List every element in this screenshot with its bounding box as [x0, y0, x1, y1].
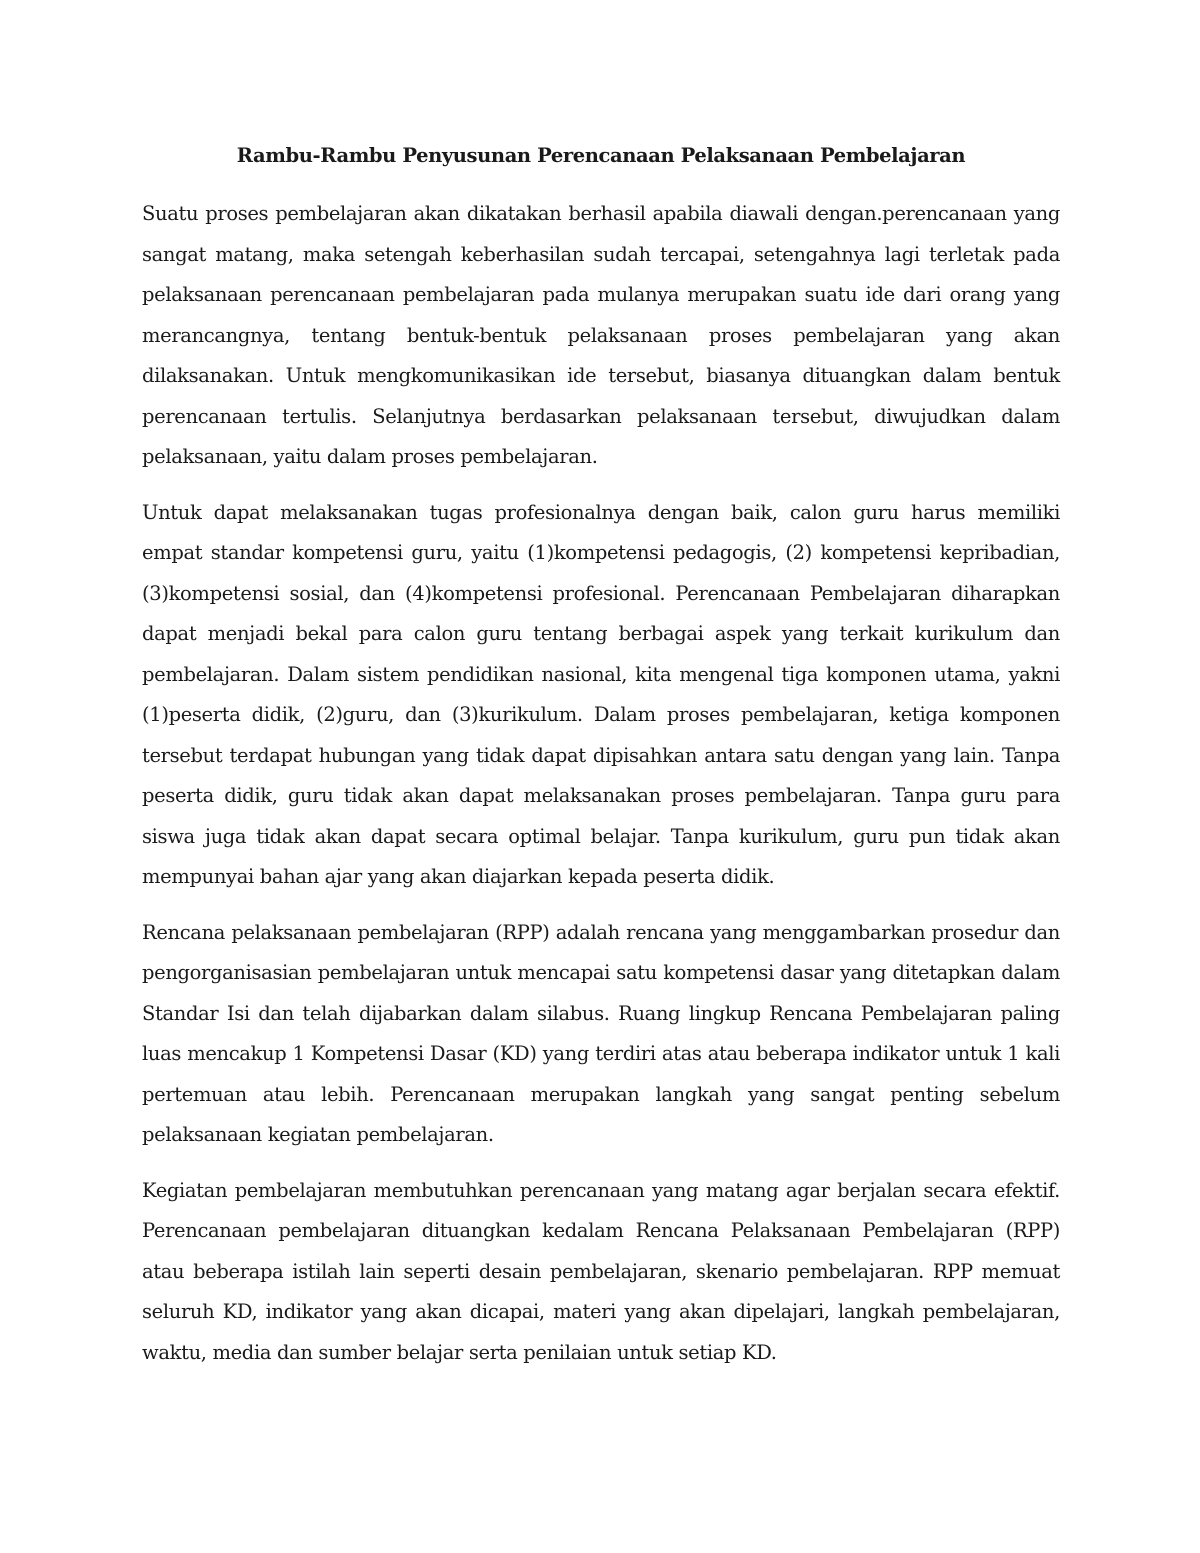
document-title: Rambu-Rambu Penyusunan Perencanaan Pelaksanaan Pembelajaran	[236, 144, 966, 167]
paragraph-2: Untuk dapat melaksanakan tugas profesionalnya dengan baik, calon guru harus memiliki empat standar kompetensi guru, yaitu (1)kompetensi pedagogis, (2) kompetensi kepribadian, (3)kompetensi sosial, dan (4)kompetensi profesional. Perencanaan Pembelajaran diharapkan dapat menjadi bekal para calon guru tentang berbagai aspek yang terkait kurikulum dan pembelajaran. Dalam sistem pendidikan nasional, kita mengenal tiga komponen utama, yakni (1)peserta didik, (2)guru, dan (3)kurikulum. Dalam proses pembelajaran, ketiga komponen tersebut terdapat hubungan yang tidak dapat dipisahkan antara satu dengan yang lain. Tanpa peserta didik, guru tidak akan dapat melaksanakan proses pembelajaran. Tanpa guru para siswa juga tidak akan dapat secara optimal belajar. Tanpa kurikulum, guru pun tidak akan mempunyai bahan ajar yang akan diajarkan kepada peserta didik.	[142, 500, 1060, 888]
paragraph-3: Rencana pelaksanaan pembelajaran (RPP) adalah rencana yang menggambarkan prosedur dan pengorganisasian pembelajaran untuk mencapai satu kompetensi dasar yang ditetapkan dalam Standar Isi dan telah dijabarkan dalam silabus. Ruang lingkup Rencana Pembelajaran paling luas mencakup 1 Kompetensi Dasar (KD) yang terdiri atas atau beberapa indikator untuk 1 kali pertemuan atau lebih. Perencanaan merupakan langkah yang sangat penting sebelum pelaksanaan kegiatan pembelajaran.	[142, 920, 1060, 1146]
document-page	[142, 138, 1060, 1388]
paragraph-1: Suatu proses pembelajaran akan dikatakan berhasil apabila diawali dengan.perencanaan yang sangat matang, maka setengah keberhasilan sudah tercapai, setengahnya lagi terletak pada pelaksanaan perencanaan pembelajaran pada mulanya merupakan suatu ide dari orang yang merancangnya, tentang bentuk-bentuk pelaksanaan proses pembelajaran yang akan dilaksanakan. Untuk mengkomunikasikan ide tersebut, biasanya dituangkan dalam bentuk perencanaan tertulis. Selanjutnya berdasarkan pelaksanaan tersebut, diwujudkan dalam pelaksanaan, yaitu dalam proses pembelajaran.	[142, 202, 1060, 468]
paragraph-4: Kegiatan pembelajaran membutuhkan perencanaan yang matang agar berjalan secara efektif. Perencanaan pembelajaran dituangkan kedalam Rencana Pelaksanaan Pembelajaran (RPP) atau beberapa istilah lain seperti desain pembelajaran, skenario pembelajaran. RPP memuat seluruh KD, indikator yang akan dicapai, materi yang akan dipelajari, langkah pembelajaran, waktu, media dan sumber belajar serta penilaian untuk setiap KD.	[142, 1178, 1060, 1364]
